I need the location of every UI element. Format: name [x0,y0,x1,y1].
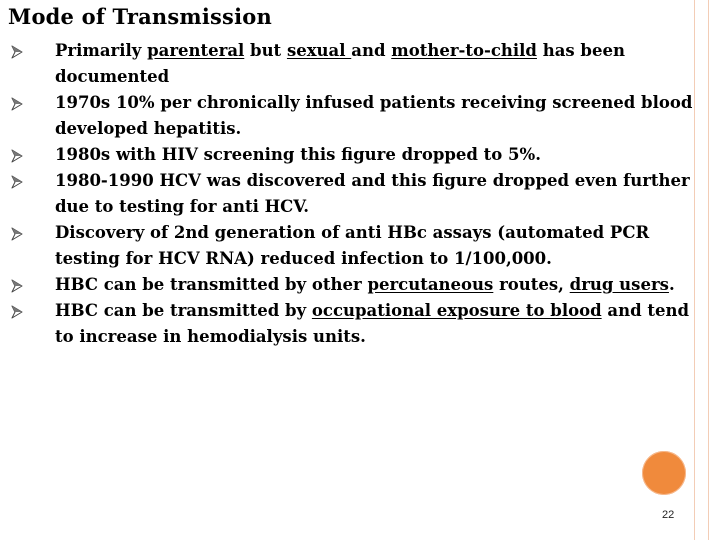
decorative-circle [642,451,686,495]
bullet-text-segment: routes, [493,275,570,294]
bullet-text [55,145,541,164]
underlined-term: drug users [569,275,669,294]
bullet-text-segment: but [244,41,287,60]
underlined-term: parenteral [147,41,245,60]
bullet-text-segment: 1980s with HIV screening this figure dropped to 5%. [55,145,541,164]
arrowhead-bullet-icon [10,45,24,59]
bullet-text-segment: 1970s 10% per chronically infused patients receiving screened blood developed hepatitis. [55,93,693,138]
bullet-text-segment: HBC can be transmitted by [55,301,312,320]
bullet-text-segment: Discovery of 2nd generation of anti HBc assays (automated PCR testing for HCV RNA) reduced infection to 1/100,000. [55,223,650,268]
bullet-text-segment: and [351,41,392,60]
slide-title: Mode of Transmission [8,4,272,29]
bullet-text [55,223,649,268]
bullet-item [0,272,712,298]
underlined-term: occupational exposure to blood [311,301,602,320]
bullet-text-segment: HBC can be transmitted by other [55,275,368,294]
arrowhead-bullet-icon [10,305,24,319]
underlined-term: percutaneous [367,275,494,294]
arrowhead-bullet-icon [10,149,24,163]
arrowhead-bullet-icon [10,279,24,293]
arrowhead-bullet-icon [10,97,24,111]
underlined-term: sexual [286,41,352,60]
underlined-term: mother-to-child [391,41,537,60]
bullet-text [55,171,690,216]
page-number: 22 [662,509,675,521]
bullet-text [55,275,675,294]
arrowhead-bullet-icon [10,227,24,241]
bullet-text-segment: has been documented [55,41,625,86]
bullet-text [55,93,692,138]
bullet-item [0,220,712,272]
bullet-item [0,142,712,168]
arrowhead-bullet-icon [10,175,24,189]
bullet-item [0,168,712,220]
bullet-text [55,41,625,86]
bullet-item [0,90,712,142]
bullet-text-segment: 1980-1990 HCV was discovered and this figure dropped even further due to testing for anti HCV. [55,171,690,216]
bullet-text-segment: . [668,275,675,294]
bullet-item [0,38,712,90]
bullet-text [55,301,689,346]
bullet-text-segment: and tend to increase in hemodialysis units. [55,301,690,346]
bullet-list [0,38,712,350]
bullet-item [0,298,712,350]
bullet-text-segment: Primarily [55,41,148,60]
